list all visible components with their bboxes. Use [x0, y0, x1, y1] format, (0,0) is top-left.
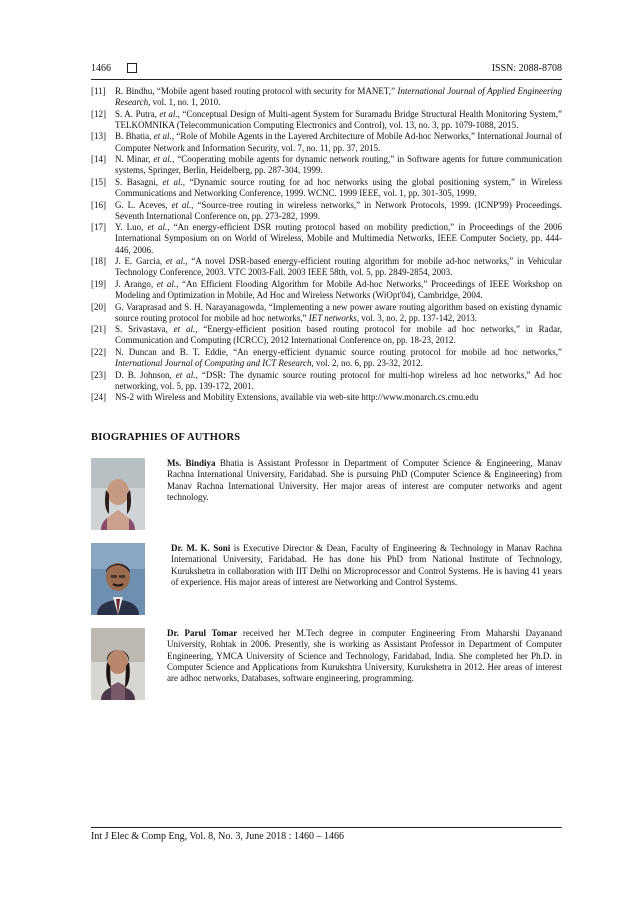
reference-text-part: , “An energy-efficient DSR routing protocol based on mobility prediction,” in Proceedings of the 2006 International Symposium on on World of Wireless, Mobile and Multimedia Networks, IEEE Computer Society, pp. 444-446, 2006.: [115, 222, 562, 255]
reference-text-part: NS-2 with Wireless and Mobility Extensions, available via web-site http://www.monarch.cs.cmu.edu: [115, 392, 479, 403]
reference-text: [115, 370, 562, 392]
reference-item: [91, 86, 562, 108]
reference-italic-part: et al.: [147, 222, 168, 233]
reference-italic-part: et al.: [156, 278, 177, 289]
issn-label: ISSN: 2088-8708: [491, 62, 562, 74]
author-bio-text: [171, 543, 562, 588]
reference-text-part: , “Energy-efficient position based routing protocol for mobile ad hoc networks,” in Radar, Communication and Computing (ICRCC), 2012 International Conference on, pp. 18-23, 2012.: [115, 324, 563, 346]
author-description: Bhatia is Assistant Professor in Department of Computer Science & Engineering, Manav Rachna International University, Faridabad. She is pursuing PhD (Computer Science & Engineering) from Manav Rachna International University. Her major areas of interest are computer networks and agent technology.: [167, 458, 563, 502]
reference-item: [91, 154, 562, 176]
reference-text-part: D. B. Johnson,: [115, 369, 176, 380]
reference-text-part: , “Role of Mobile Agents in the Layered Architecture of Mobile Ad-hoc Networks,” International Journal of Computer Network and Information Security, vol. 7, no. 11, pp. 37, 2015.: [115, 131, 563, 153]
reference-number: [17]: [91, 222, 106, 233]
author-name: Dr. Parul Tomar: [167, 628, 238, 638]
author-bio: [91, 543, 562, 617]
author-description: is Executive Director & Dean, Faculty of Engineering & Technology in Manav Rachna International University, Faridabad. He has done his PhD from National Institute of Technology, Kurukshetra in collaboration with IIT Delhi on Microprocessor and Control Systems. He is having 41 years of experience. His major areas of interest are Networking and Control Systems.: [171, 543, 562, 587]
author-portrait-image: [91, 628, 145, 700]
reference-text-part: , “Dynamic source routing for ad hoc networks using the global positioning system,” in Wireless Communications and Networking Conference, 1999. WCNC. 1999 IEEE, vol. 1, pp. 301-305, 1999.: [115, 176, 562, 199]
reference-item: [91, 324, 562, 346]
footer-divider: [91, 827, 562, 828]
reference-italic-part: et al.: [153, 131, 172, 142]
reference-item: [91, 347, 562, 369]
reference-text: [115, 256, 562, 278]
author-photo: [91, 458, 145, 530]
reference-number: [18]: [91, 256, 106, 267]
reference-text-part: , “An Efficient Flooding Algorithm for Mobile Ad-hoc Networks,” Proceedings of IEEE Workshop on Modeling and Optimization in Mobile, Ad Hoc and Wireless Networks (WiOpt'04), Cambridge, 2004.: [115, 278, 563, 301]
biographies-heading: BIOGRAPHIES OF AUTHORS: [91, 432, 241, 443]
reference-text-part: N. Duncan and B. T. Eddie, “An energy-efficient dynamic source routing protocol for mobile ad hoc networks,”: [115, 346, 562, 357]
reference-text-part: vol. 2, no. 6, pp. 23-32, 2012.: [313, 358, 423, 369]
reference-italic-part: International Journal of Computing and ICT Research,: [115, 358, 314, 369]
author-bio: [91, 628, 562, 702]
reference-item: [91, 177, 562, 199]
reference-text: [115, 222, 562, 256]
reference-item: [91, 392, 562, 403]
reference-number: [12]: [91, 108, 106, 119]
reference-text-part: S. Srivastava,: [115, 324, 174, 335]
reference-text-part: , “Source-tree routing in wireless networks,” in Network Protocols, 1999. (ICNP'99) Proceedings. Seventh International Conference on, pp. 273-282, 1999.: [115, 199, 562, 221]
reference-number: [24]: [91, 392, 106, 403]
reference-italic-part: et al.: [159, 108, 178, 119]
author-photo: [91, 543, 145, 615]
reference-item: [91, 370, 562, 392]
author-bio-text: [167, 628, 562, 684]
reference-number: [13]: [91, 131, 106, 142]
reference-text: [115, 392, 562, 403]
reference-text-part: R. Bindhu, “Mobile agent based routing protocol with security for MANET,”: [115, 86, 398, 96]
reference-text-part: , “Cooperating mobile agents for dynamic network routing,” in Software agents for future communication systems, Springer, Berlin, Heidelberg, pp. 287-304, 1999.: [115, 154, 562, 176]
reference-text: [115, 200, 562, 222]
checkbox-square-icon: [127, 63, 137, 73]
reference-text: [115, 131, 562, 153]
author-portrait-image: [91, 458, 145, 530]
reference-text-part: , “DSR: The dynamic source routing protocol for multi-hop wireless ad hoc networks,” Ad hoc networking, vol. 5, pp. 139-172, 2001.: [115, 369, 562, 391]
footer-citation: Int J Elec & Comp Eng, Vol. 8, No. 3, June 2018 : 1460 – 1466: [91, 831, 344, 842]
reference-italic-part: IET networks,: [308, 312, 360, 323]
reference-text-part: vol. 3, no. 2, pp. 137-142, 2013.: [359, 312, 478, 323]
author-name: Dr. M. K. Soni: [171, 543, 231, 553]
reference-italic-part: et al.: [171, 199, 192, 210]
reference-text: [115, 279, 562, 301]
reference-italic-part: et al.: [153, 154, 173, 165]
reference-item: [91, 200, 562, 222]
reference-text-part: vol. 1, no. 1, 2010.: [150, 97, 221, 108]
reference-italic-part: et al.: [162, 176, 183, 187]
reference-text-part: Y. Luo,: [115, 222, 148, 233]
reference-text: [115, 347, 562, 369]
reference-number: [22]: [91, 346, 106, 357]
author-name: Ms. Bindiya: [167, 458, 216, 468]
reference-text-part: J. E. Garcia,: [115, 256, 166, 267]
reference-italic-part: et al.: [173, 324, 196, 335]
reference-italic-part: International Journal of Applied Engineering Research,: [115, 86, 562, 108]
reference-item: [91, 222, 562, 256]
reference-text-part: S. A. Putra,: [115, 108, 160, 119]
reference-number: [14]: [91, 154, 106, 165]
author-description: received her M.Tech degree in computer Engineering From Maharshi Dayanand University, Rohtak in 2006. Presently, she is working as Assistant Professor in Department of Computer Engineering, YMCA University of Science and Technology, Faridabad, India. She completed her Ph.D. in Computer Science and Applications from Kurukshtra University, Kurukshetra in 2012. Her areas of interest are adhoc networks, Databases, software engineering, programming.: [167, 628, 562, 684]
author-photo: [91, 628, 145, 700]
reference-text-part: G. L. Aceves,: [115, 199, 172, 210]
reference-text: [115, 109, 562, 131]
reference-text-part: N. Minar,: [115, 154, 154, 165]
reference-text-part: S. Basagni,: [115, 176, 163, 187]
page-header: [91, 60, 562, 76]
reference-number: [11]: [91, 86, 106, 96]
author-bio: [91, 458, 562, 532]
reference-item: [91, 279, 562, 301]
reference-item: [91, 302, 562, 324]
reference-italic-part: et al.: [175, 369, 196, 380]
reference-number: [19]: [91, 278, 106, 289]
reference-text-part: , “A novel DSR-based energy-efficient routing algorithm for mobile ad-hoc networks,” in Vehicular Technology Conference, 2003. VTC 2003-Fall. 2003 IEEE 58th, vol. 5, pp. 2849-2854, 2003.: [115, 256, 563, 278]
page-number: 1466: [91, 62, 111, 74]
reference-number: [23]: [91, 369, 106, 380]
reference-text-part: G. Varaprasad and S. H. Narayanagowda, “Implementing a new power aware routing algorithm based on existing dynamic source routing protocol for mobile ad hoc networks,”: [115, 301, 562, 323]
reference-italic-part: et al.: [165, 256, 186, 267]
reference-item: [91, 109, 562, 131]
reference-number: [20]: [91, 301, 106, 312]
reference-item: [91, 131, 562, 153]
reference-list: [91, 86, 562, 404]
reference-text-part: , “Conceptual Design of Multi-agent System for Suramadu Bridge Structural Health Monitoring System,” TELKOMNIKA (Telecommunication Computing Electronics and Control), vol. 13, no. 3, pp. 1079-1088, 2015.: [115, 108, 562, 130]
reference-text: [115, 154, 562, 176]
reference-text: [115, 302, 562, 324]
author-portrait-image: [91, 543, 145, 615]
reference-text: [115, 86, 562, 108]
reference-number: [21]: [91, 324, 106, 335]
reference-text: [115, 177, 562, 199]
header-divider: [91, 79, 562, 80]
reference-number: [16]: [91, 199, 106, 210]
reference-item: [91, 256, 562, 278]
reference-text-part: B. Bhatia,: [115, 131, 154, 142]
reference-text-part: J. Arango,: [115, 278, 157, 289]
reference-text: [115, 324, 562, 346]
reference-number: [15]: [91, 176, 106, 187]
author-bio-text: [167, 458, 562, 503]
header-left: [91, 63, 137, 74]
